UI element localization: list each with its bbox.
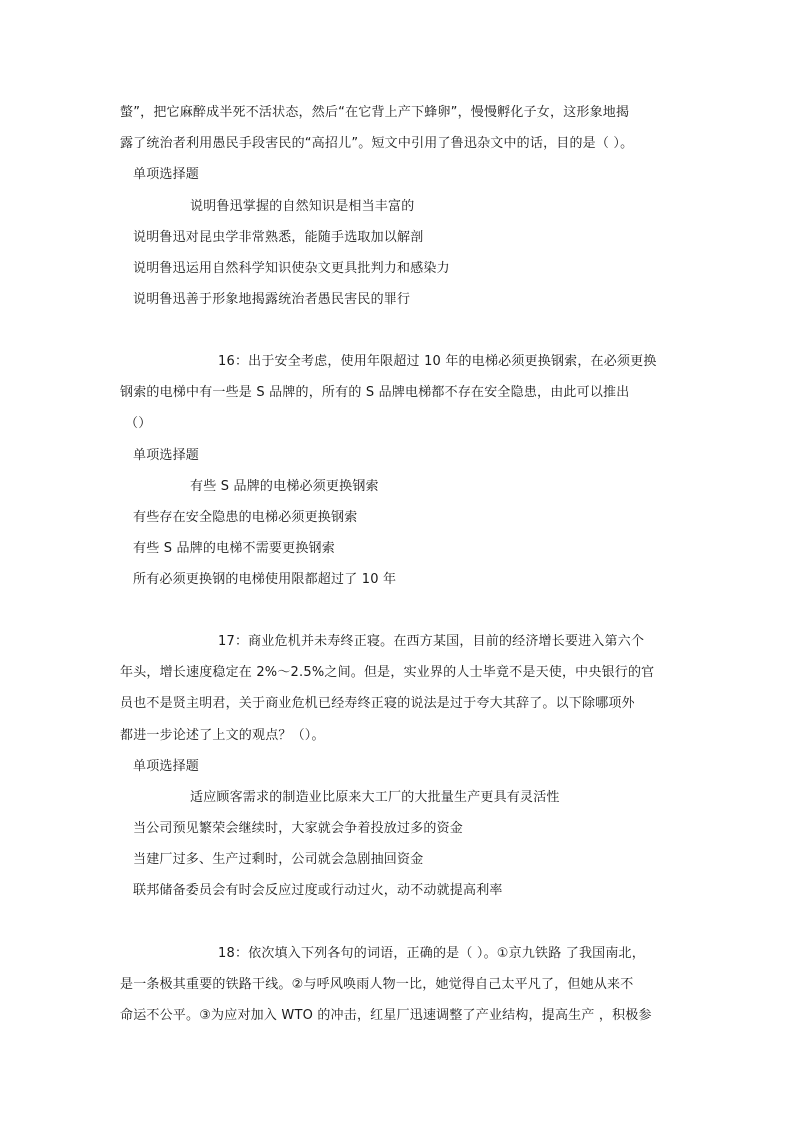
q16-line-2: 钢索的电梯中有一些是 S 品牌的，所有的 S 品牌电梯都不存在安全隐患，由此可以推出 [120, 385, 630, 400]
q17-question-type: 单项选择题 [133, 759, 200, 774]
q16-option-a[interactable]: 有些 S 品牌的电梯必须更换钢索 [190, 479, 379, 494]
q18-line-2: 是一条极其重要的铁路干线。②与呼风唤雨人物一比，她觉得自己太平凡了，但她从来不 [120, 977, 634, 992]
intro-question-line-1: 螫”，把它麻醉成半死不活状态，然后“在它背上产下蜂卵”，慢慢孵化子女，这形象地揭 [120, 105, 630, 120]
q18-line-1: 18：依次填入下列各句的词语，正确的是（ ）。①京九铁路 了我国南北， [218, 946, 645, 961]
q17-option-c[interactable]: 当建厂过多、生产过剩时，公司就会急剧抽回资金 [133, 852, 424, 867]
q17-option-d[interactable]: 联邦储备委员会有时会反应过度或行动过火，动不动就提高利率 [133, 883, 503, 898]
q16-question-type: 单项选择题 [133, 448, 200, 463]
intro-question-type: 单项选择题 [133, 167, 200, 182]
q16-option-c[interactable]: 有些 S 品牌的电梯不需要更换钢索 [133, 541, 335, 556]
q17-line-3: 员也不是贤主明君，关于商业危机已经寿终正寝的说法是过于夸大其辞了。以下除哪项外 [120, 696, 635, 711]
q17-line-2: 年头，增长速度稳定在 2%～2.5%之间。但是，实业界的人士毕竟不是天使，中央银行的官 [120, 665, 655, 680]
q17-line-1: 17：商业危机并未寿终正寝。在西方某国，目前的经济增长要进入第六个 [218, 634, 645, 649]
q16-line-3: （） [125, 416, 152, 431]
q16-option-b[interactable]: 有些存在安全隐患的电梯必须更换钢索 [133, 510, 358, 525]
q17-line-4: 都进一步论述了上文的观点？（）。 [120, 728, 325, 743]
intro-option-c[interactable]: 说明鲁迅运用自然科学知识使杂文更具批判力和感染力 [133, 261, 450, 276]
intro-option-a[interactable]: 说明鲁迅掌握的自然知识是相当丰富的 [190, 199, 415, 214]
q16-line-1: 16：出于安全考虑，使用年限超过 10 年的电梯必须更换钢索，在必须更换 [218, 354, 657, 369]
q17-option-a[interactable]: 适应顾客需求的制造业比原来大工厂的大批量生产更具有灵活性 [190, 790, 560, 805]
q16-option-d[interactable]: 所有必须更换钢的电梯使用限都超过了 10 年 [133, 572, 397, 587]
intro-option-b[interactable]: 说明鲁迅对昆虫学非常熟悉，能随手选取加以解剖 [133, 230, 424, 245]
q18-line-3: 命运不公平。③为应对加入 WTO 的冲击，红星厂迅速调整了产业结构，提高生产 ，积极参 [120, 1008, 652, 1023]
intro-option-d[interactable]: 说明鲁迅善于形象地揭露统治者愚民害民的罪行 [133, 292, 411, 307]
intro-question-line-2: 露了统治者利用愚民手段害民的“高招儿”。短文中引用了鲁迅杂文中的话，目的是（ ）。 [120, 136, 634, 151]
q17-option-b[interactable]: 当公司预见繁荣会继续时，大家就会争着投放过多的资金 [133, 821, 464, 836]
